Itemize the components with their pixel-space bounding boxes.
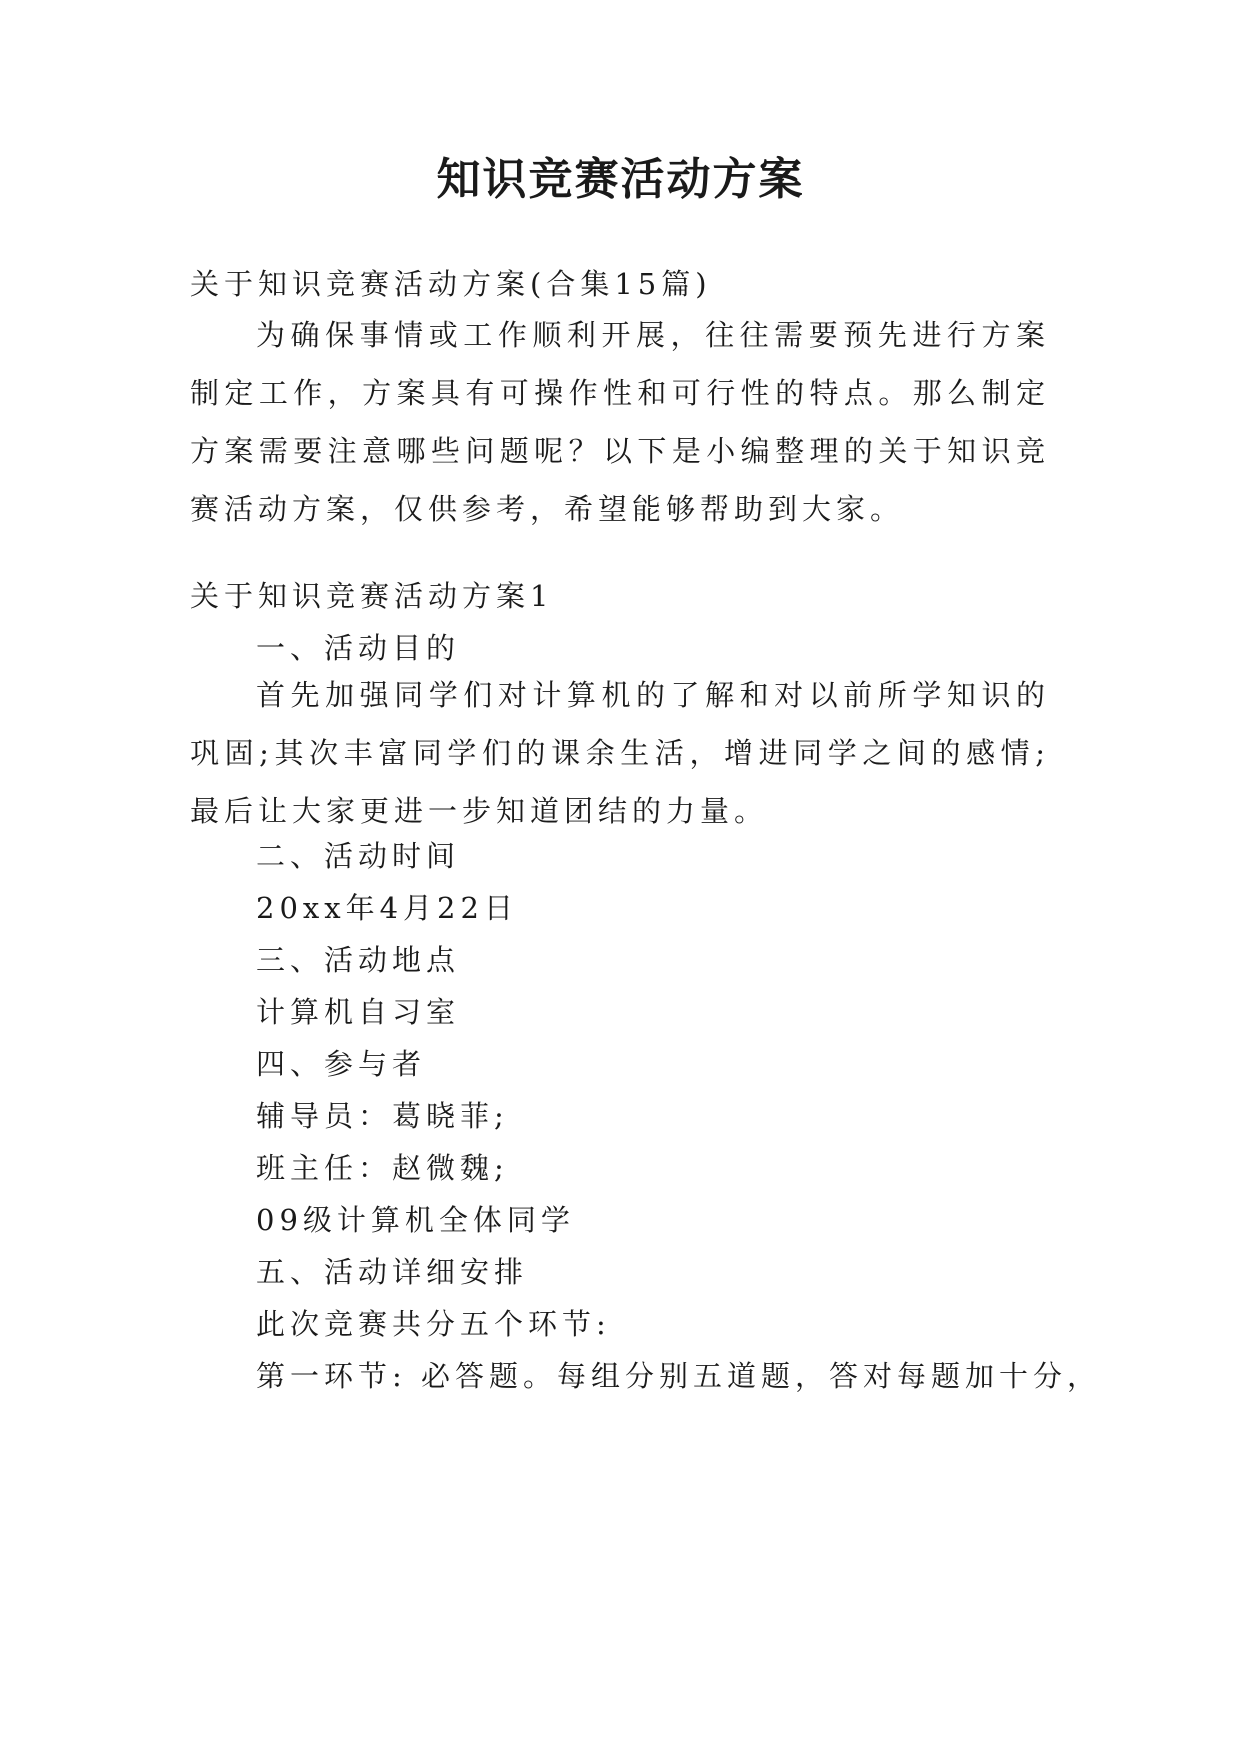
arrangement-intro: 此次竞赛共分五个环节: [256, 1307, 611, 1341]
collection-heading: 关于知识竞赛活动方案(合集15篇) [190, 267, 712, 301]
participants-heading: 四、参与者 [256, 1047, 427, 1081]
counselor-line: 辅导员：葛晓菲; [256, 1099, 509, 1133]
section-heading-1: 关于知识竞赛活动方案1 [190, 579, 554, 613]
purpose-heading: 一、活动目的 [256, 631, 461, 665]
document-title: 知识竞赛活动方案 [436, 154, 805, 205]
time-value: 20xx年4月22日 [256, 891, 518, 925]
place-heading: 三、活动地点 [256, 943, 461, 977]
purpose-paragraph: 首先加强同学们对计算机的了解和对以前所学知识的巩固;其次丰富同学们的课余生活，增进同学之间的感情;最后让大家更进一步知道团结的力量。 [190, 678, 1050, 828]
head-teacher-line: 班主任：赵微魏; [256, 1151, 509, 1185]
intro-paragraph: 为确保事情或工作顺利开展，往往需要预先进行方案制定工作，方案具有可操作性和可行性的特点。那么制定方案需要注意哪些问题呢？以下是小编整理的关于知识竞赛活动方案，仅供参考，希望能够帮助到大家。 [190, 318, 1050, 526]
students-line: 09级计算机全体同学 [256, 1203, 575, 1237]
place-value: 计算机自习室 [256, 995, 461, 1029]
arrangement-heading: 五、活动详细安排 [256, 1255, 529, 1289]
round-one-line: 第一环节: 必答题。每组分别五道题，答对每题加十分， [256, 1359, 1101, 1393]
time-heading: 二、活动时间 [256, 839, 461, 873]
